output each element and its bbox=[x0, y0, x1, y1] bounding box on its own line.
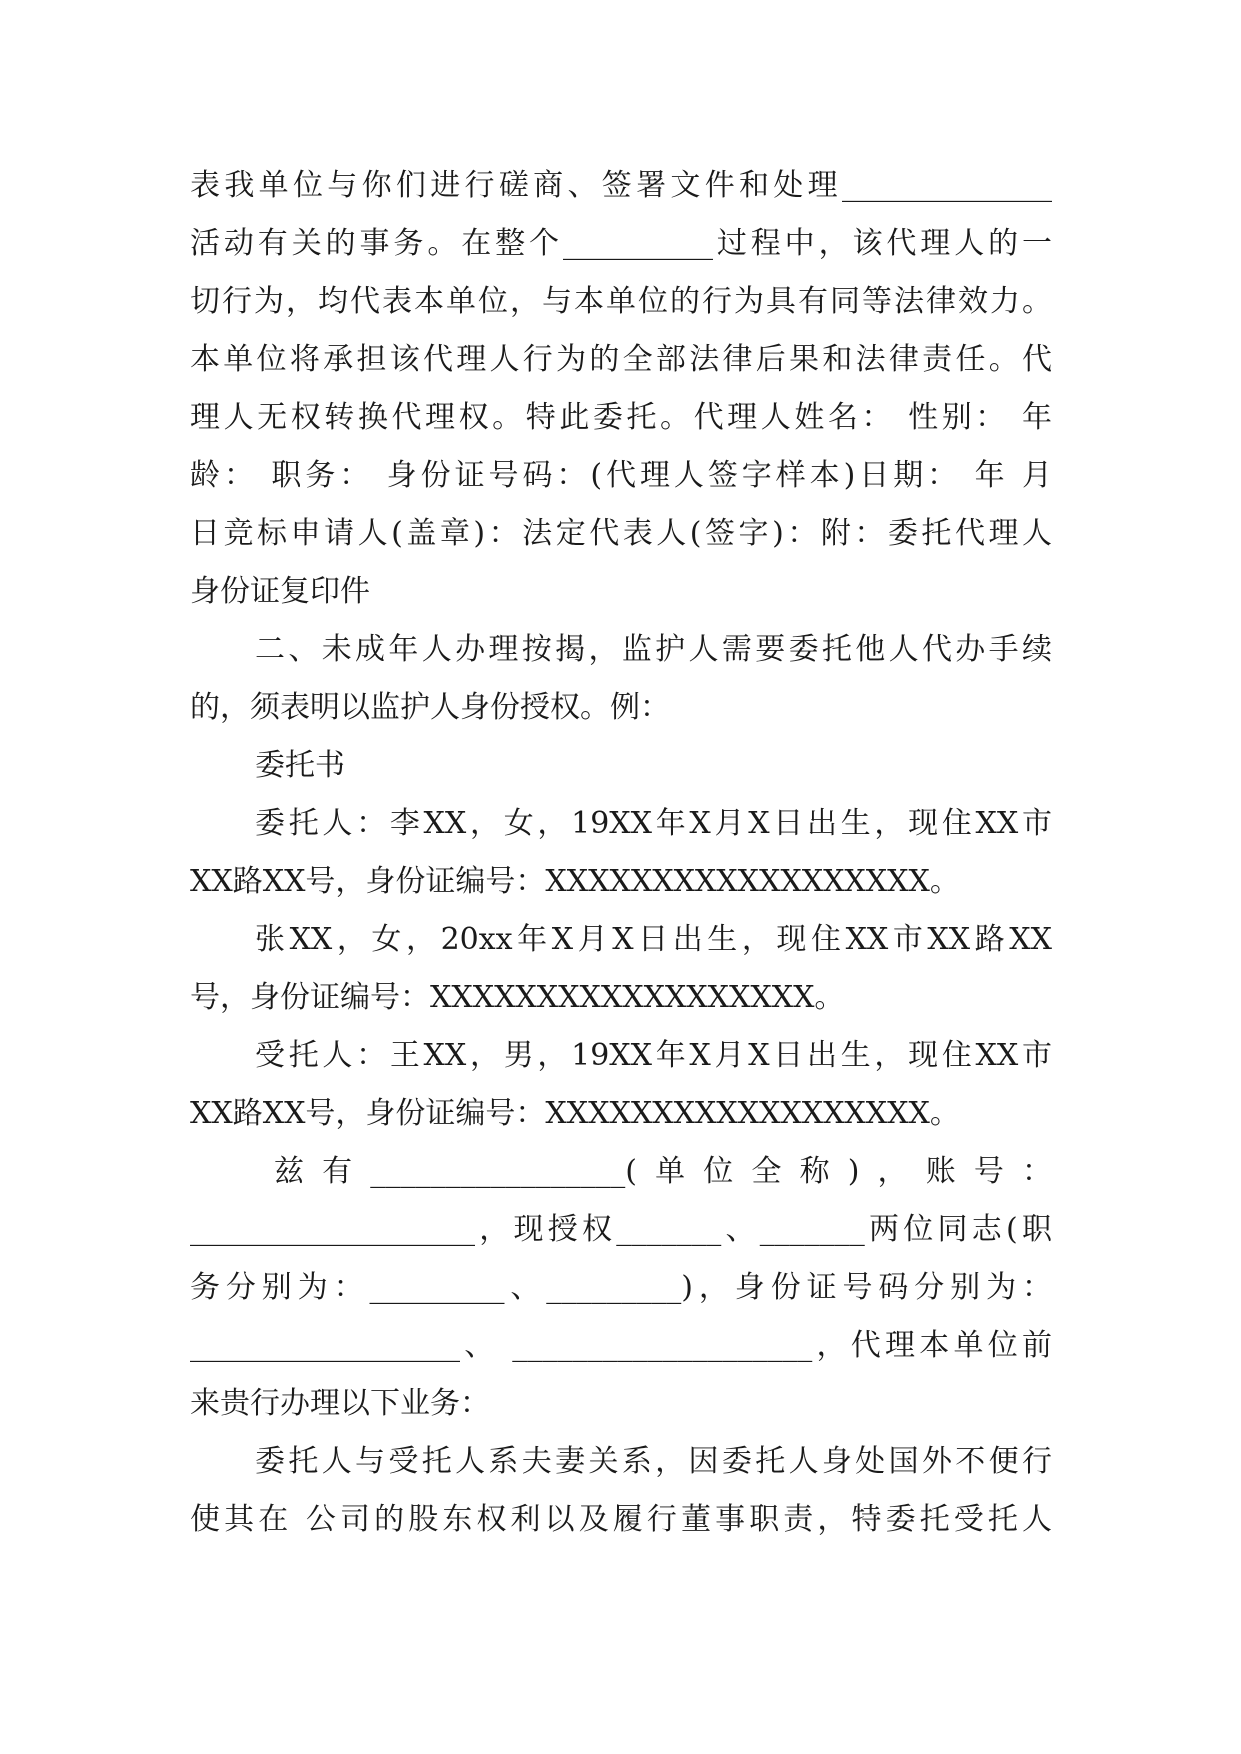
relationship-line-2: 使其在 公司的股东权利以及履行董事职责，特委托受托人 bbox=[190, 1502, 1052, 1537]
authorization-line-3: 务分别为：_________、_________)，身份证号码分别为： bbox=[190, 1270, 1052, 1305]
text-line-3: 切行为，均代表本单位，与本单位的行为具有同等法律效力。 bbox=[190, 284, 1052, 319]
relationship-line-1: 委托人与受托人系夫妻关系，因委托人身处国外不便行 bbox=[255, 1444, 1052, 1479]
authorization-line-4: __________________、 ____________________，代理本单位前 bbox=[190, 1328, 1052, 1363]
authorization-line-1: 兹有_________________(单位全称)，账号： bbox=[274, 1154, 1052, 1189]
principal-line-2: XX路XX号，身份证编号：XXXXXXXXXXXXXXXXXX。 bbox=[190, 864, 960, 899]
text-line-6: 龄： 职务： 身份证号码：(代理人签字样本)日期： 年 月 bbox=[190, 458, 1052, 493]
agent-line-2: XX路XX号，身份证编号：XXXXXXXXXXXXXXXXXX。 bbox=[190, 1096, 960, 1131]
authorization-line-2: ___________________，现授权_______、_______两位同志(职 bbox=[190, 1212, 1052, 1247]
authorization-line-5: 来贵行办理以下业务： bbox=[190, 1386, 490, 1421]
principal-line-1: 委托人：李XX，女，19XX年X月X日出生，现住XX市 bbox=[255, 806, 1052, 841]
section-heading-line: 二、未成年人办理按揭，监护人需要委托他人代办手续 bbox=[255, 632, 1052, 667]
text-line-2: 活动有关的事务。在整个__________过程中，该代理人的一 bbox=[190, 226, 1052, 261]
text-line-1: 表我单位与你们进行磋商、签署文件和处理______________ bbox=[190, 168, 1052, 203]
text-line-5: 理人无权转换代理权。特此委托。代理人姓名： 性别： 年 bbox=[190, 400, 1052, 435]
principal-second-line-1: 张XX，女，20xx年X月X日出生，现住XX市XX路XX bbox=[255, 922, 1052, 957]
text-line-10: 的，须表明以监护人身份授权。例： bbox=[190, 690, 670, 725]
text-line-4: 本单位将承担该代理人行为的全部法律后果和法律责任。代 bbox=[190, 342, 1052, 377]
text-line-8: 身份证复印件 bbox=[190, 574, 370, 609]
letter-title: 委托书 bbox=[255, 748, 345, 783]
principal-second-line-2: 号，身份证编号：XXXXXXXXXXXXXXXXXX。 bbox=[190, 980, 845, 1015]
text-line-7: 日竞标申请人(盖章)：法定代表人(签字)：附：委托代理人 bbox=[190, 516, 1052, 551]
agent-line-1: 受托人：王XX，男，19XX年X月X日出生，现住XX市 bbox=[255, 1038, 1052, 1073]
